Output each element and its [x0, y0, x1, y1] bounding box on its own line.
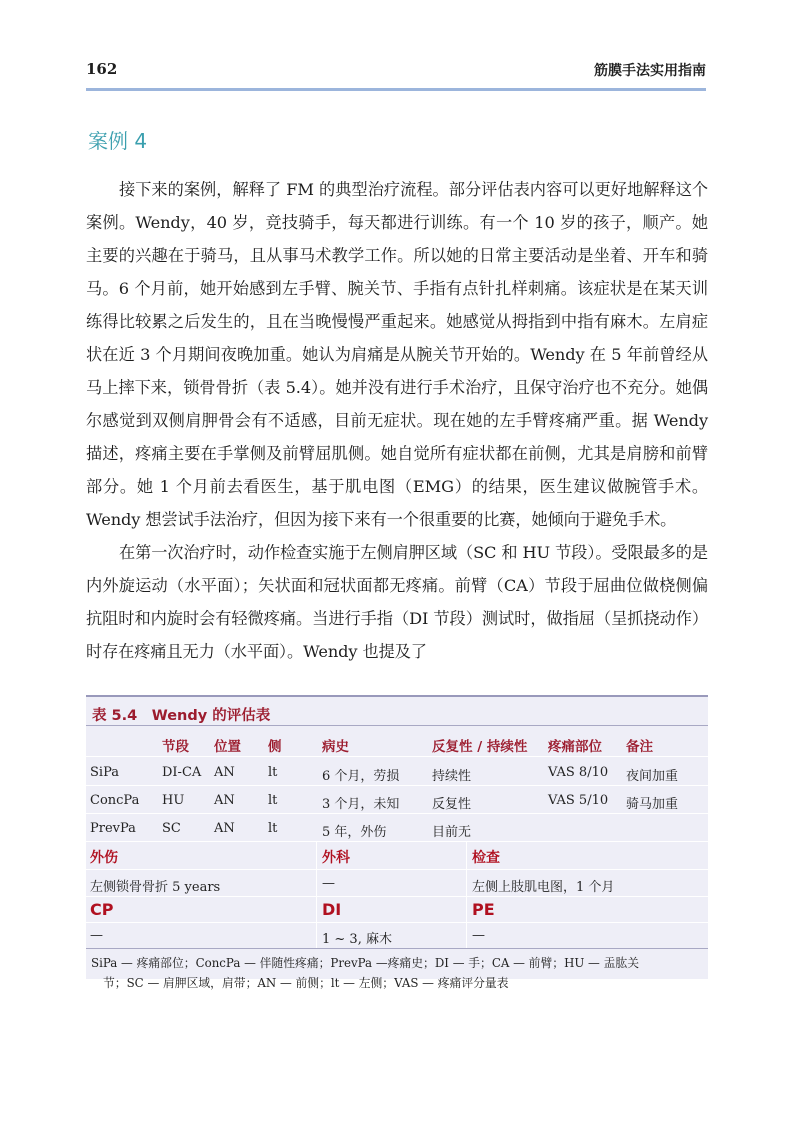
section-a-head-3: 检查 — [472, 850, 500, 866]
row-location: AN — [214, 793, 235, 808]
section-a-value-1: 左侧锁骨骨折 5 years — [90, 880, 221, 895]
col-header-recurrence: 反复性 / 持续性 — [432, 739, 528, 755]
row-segment: SC — [162, 821, 181, 836]
section-a-value-3: 左侧上肢肌电图，1 个月 — [472, 880, 615, 895]
section-b-value-3: — — [472, 928, 485, 943]
row-segment: HU — [162, 793, 185, 808]
row-rule — [86, 785, 708, 786]
section-a-head-1: 外伤 — [90, 850, 118, 866]
row-rule — [86, 896, 708, 897]
row-location: AN — [214, 821, 235, 836]
row-recurrence: 反复性 — [432, 797, 472, 812]
section-a-value-2: — — [322, 876, 335, 891]
row-location: AN — [214, 765, 235, 780]
row-side: lt — [268, 765, 278, 780]
row-rule — [86, 756, 708, 757]
table-notes — [91, 953, 701, 993]
header-rule — [86, 88, 706, 91]
paragraph-2 — [86, 536, 708, 668]
assessment-table — [86, 695, 708, 990]
row-rule — [86, 869, 708, 870]
section-a-head-2: 外科 — [322, 850, 350, 866]
column-divider — [316, 841, 317, 948]
row-side: lt — [268, 821, 278, 836]
page-header — [86, 58, 706, 86]
row-rule — [86, 841, 708, 842]
row-segment: DI-CA — [162, 765, 202, 780]
running-title: 筋膜手法实用指南 — [594, 63, 706, 79]
section-title: 案例 4 — [88, 129, 148, 153]
section-b-head-2: DI — [322, 900, 342, 919]
col-header-history: 病史 — [322, 739, 349, 755]
col-header-pain-site: 疼痛部位 — [548, 739, 602, 755]
table-top-rule — [86, 695, 708, 697]
col-header-location: 位置 — [214, 739, 241, 755]
row-rule — [86, 813, 708, 814]
paragraph-1-text: 接下来的案例，解释了 FM 的典型治疗流程。部分评估表内容可以更好地解释这个案例。Wendy，40 岁，竞技骑手，每天都进行训练。有一个 10 岁的孩子，顺产。她主要的兴趣在于骑马，且从事马术教学工作。所以她的日常主要活动是坐着、开车和骑马。6 个月前，她开始感到左手臂、腕关节、手指有点针扎样刺痛。该症状是在某天训练得比较累之后发生的，且在当晚慢慢严重起来。她感觉从拇指到中指有麻木。左肩症状在近 3 个月期间夜晚加重。她认为肩痛是从腕关节开始的。Wendy 在 5 年前曾经从马上摔下来，锁骨骨折（表 5.4）。她并没有进行手术治疗，且保守治疗也不充分。她偶尔感觉到双侧肩胛骨会有不适感，目前无症状。现在她的左手臂疼痛严重。据 Wendy 描述，疼痛主要在手掌侧及前臂屈肌侧。她自觉所有症状都在前侧，尤其是肩膀和前臂部分。她 1 个月前去看医生，基于肌电图（EMG）的结果，医生建议做腕管手术。Wendy 想尝试手法治疗，但因为接下来有一个很重要的比赛，她倾向于避免手术。 — [86, 180, 708, 529]
row-side: lt — [268, 793, 278, 808]
section-b-value-2: 1 ~ 3, 麻木 — [322, 932, 392, 947]
row-rule — [86, 922, 708, 923]
notes-line-1: SiPa — 疼痛部位；ConcPa — 伴随性疼痛；PrevPa —疼痛史；DI — 手；CA — 前臂；HU — 盂肱关 — [91, 956, 639, 970]
table-caption: 表 5.4 Wendy 的评估表 — [92, 708, 271, 724]
row-label: SiPa — [90, 765, 119, 780]
row-history: 5 年，外伤 — [322, 825, 387, 840]
page-number: 162 — [86, 60, 118, 78]
col-header-side: 侧 — [268, 739, 282, 755]
col-header-segment: 节段 — [162, 739, 189, 755]
row-recurrence: 持续性 — [432, 769, 472, 784]
table-caption-rule — [86, 725, 708, 726]
column-divider — [466, 841, 467, 948]
section-b-head-3: PE — [472, 900, 495, 919]
row-label: ConcPa — [90, 793, 140, 808]
col-header-remarks: 备注 — [626, 739, 653, 755]
row-pain: VAS 5/10 — [548, 793, 609, 808]
section-b-head-1: CP — [90, 900, 114, 919]
row-remarks: 夜间加重 — [626, 769, 679, 784]
row-pain: VAS 8/10 — [548, 765, 609, 780]
notes-rule — [86, 948, 708, 949]
row-label: PrevPa — [90, 821, 136, 836]
section-b-value-1: — — [90, 928, 103, 943]
notes-line-2: 节；SC — 肩胛区域，肩带；AN — 前侧；lt — 左侧；VAS — 疼痛评分量表 — [103, 976, 509, 990]
row-history: 3 个月，未知 — [322, 797, 400, 812]
row-remarks: 骑马加重 — [626, 797, 679, 812]
row-history: 6 个月，劳损 — [322, 769, 400, 784]
paragraph-2-text: 在第一次治疗时，动作检查实施于左侧肩胛区域（SC 和 HU 节段）。受限最多的是内外旋运动（水平面）；矢状面和冠状面都无疼痛。前臂（CA）节段于屈曲位做桡侧偏抗阻时和内旋时会有轻微疼痛。当进行手指（DI 节段）测试时，做指屈（呈抓挠动作）时存在疼痛且无力（水平面）。Wendy 也提及了 — [86, 543, 708, 661]
row-recurrence: 目前无 — [432, 825, 472, 840]
paragraph-1 — [86, 173, 708, 536]
